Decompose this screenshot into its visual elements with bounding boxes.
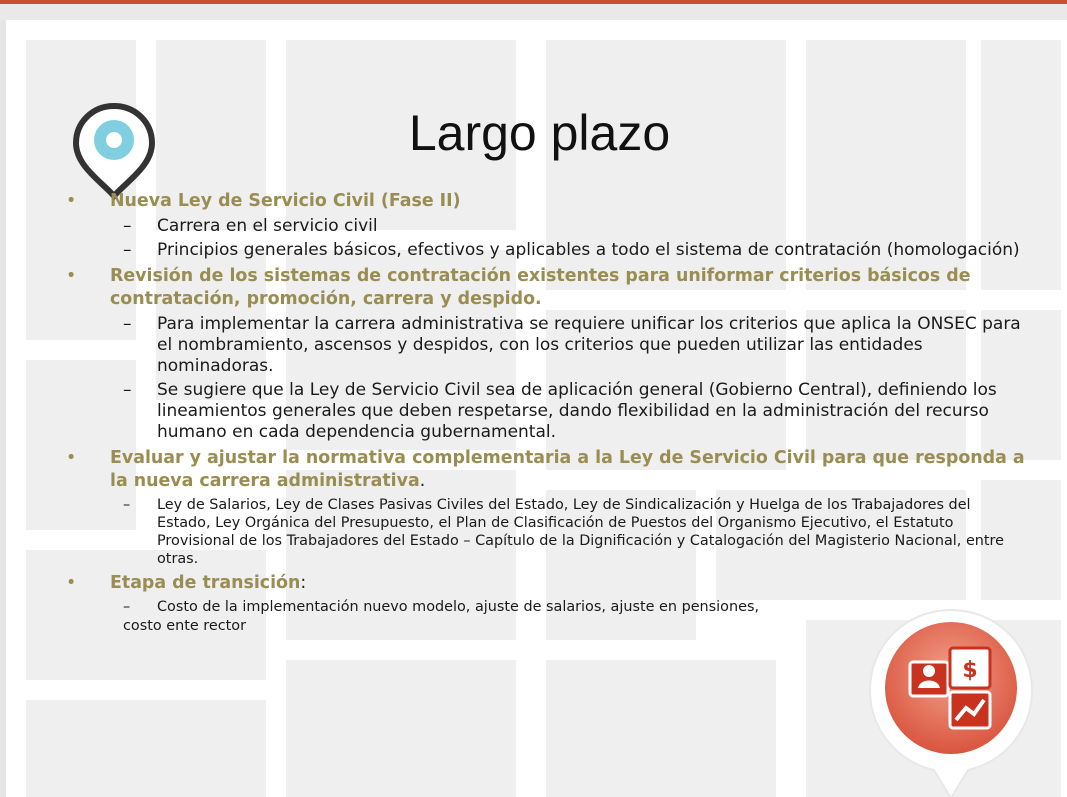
sub-bullet: – Carrera en el servicio civil [123, 216, 378, 236]
sub-bullet: – Para implementar la carrera administrativa se requiere unificar los criterios que aplica la ONSEC para el nombramiento, ascensos y despidos, con los criterios que pueden utilizar las entidades nominadoras. [123, 314, 1021, 376]
bullet-heading-4: • Etapa de transición: [66, 573, 307, 593]
viewer-frame [0, 4, 1067, 20]
sub-bullet: – Costo de la implementación nuevo modelo, ajuste de salarios, ajuste en pensiones, [123, 599, 760, 615]
bullet-list [66, 186, 1026, 636]
bullet-heading-3: • Evaluar y ajustar la normativa complementaria a la Ley de Servicio Civil para que responda a la nueva carrera administrativa. [66, 448, 1025, 491]
sub-bullet: – Principios generales básicos, efectivos y aplicables a todo el sistema de contratación (homologación) [123, 240, 1020, 260]
bullet-heading-1: • Nueva Ley de Servicio Civil (Fase II) [66, 191, 461, 211]
svg-text:$: $ [962, 658, 978, 683]
sub-bullet: – Se sugiere que la Ley de Servicio Civil sea de aplicación general (Gobierno Central), definiendo los lineamientos generales que deben respetarse, dando flexibilidad en la administración del recurso humano en cada dependencia gubernamental. [123, 380, 997, 442]
sub-bullet-continuation: costo ente rector [123, 618, 247, 634]
bullet-heading-2: • Revisión de los sistemas de contratación existentes para uniformar criterios básicos de contratación, promoción, carrera y despido. [66, 266, 971, 309]
puzzle-money-chart-icon [866, 608, 1036, 797]
sub-bullet: – Ley de Salarios, Ley de Clases Pasivas Civiles del Estado, Ley de Sindicalización y Huelga de los Trabajadores del Estado, Ley Orgánica del Presupuesto, el Plan de Clasificación de Puestos del Organismo Ejecutivo, el Estatuto Provisional de los Trabajadores del Estado – Capítulo de la Dignificación y Catalogación del Magisterio Nacional, entre otras. [123, 497, 1005, 567]
slide-title: Largo plazo [408, 105, 671, 161]
